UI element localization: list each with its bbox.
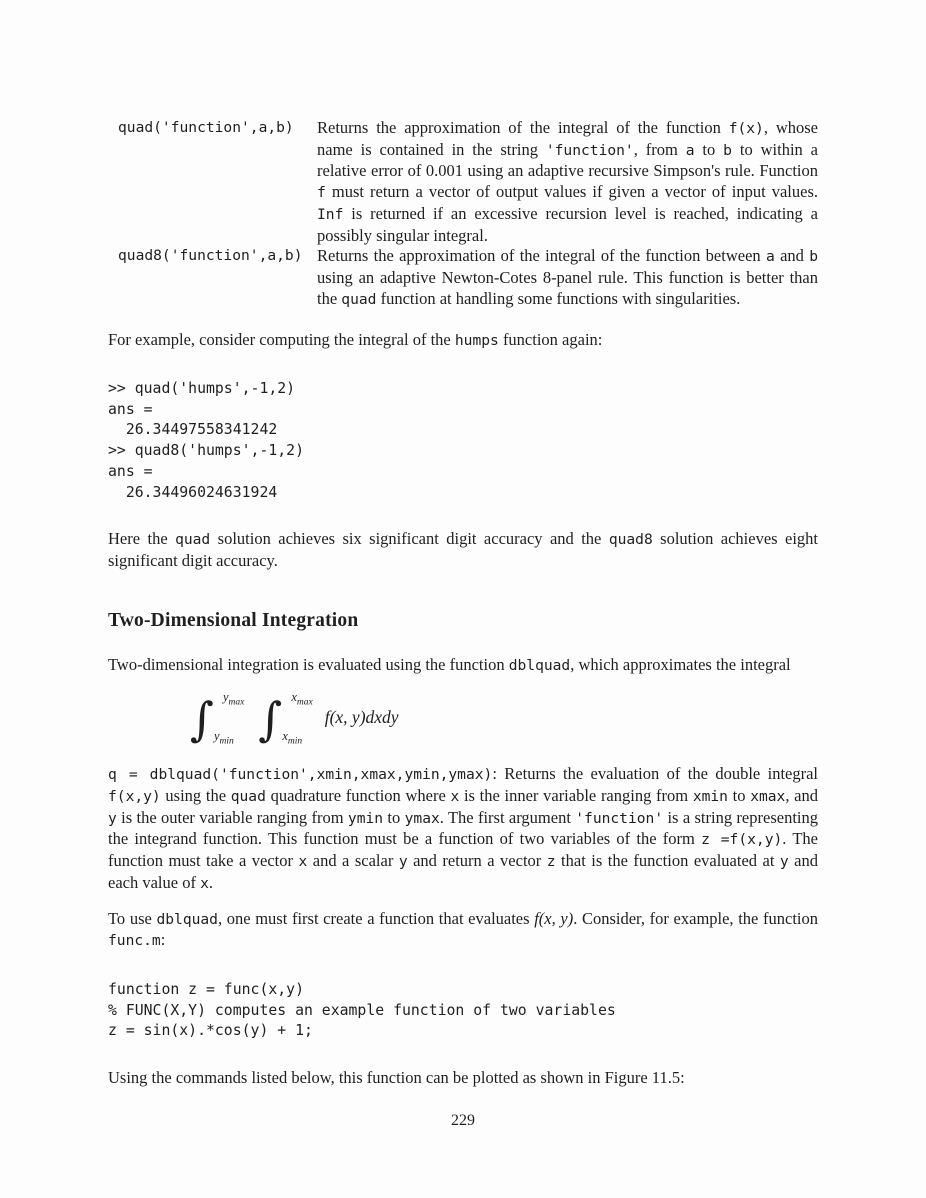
double-integral-formula: [190, 690, 818, 748]
integrand: f(x, y)dxdy: [324, 707, 399, 727]
function-listing-block: function z = func(x,y) % FUNC(X,Y) computes an example function of two variables z = sin(x).*cos(y) + 1;: [108, 980, 616, 1040]
table-row: [108, 246, 818, 310]
code-term-quad8: quad8('function',a,b): [118, 247, 303, 265]
body-paragraph-2d-integration: Two-dimensional integration is evaluated using the function dblquad, which approximates the integral: [108, 654, 791, 674]
inner-integral: [258, 691, 312, 747]
matlab-output-block: >> quad('humps',-1,2) ans = 26.34497558341242 >> quad8('humps',-1,2) ans = 26.34496024631924: [108, 380, 304, 501]
body-paragraph-using: Using the commands listed below, this function can be plotted as shown in Figure 11.5:: [108, 1068, 685, 1088]
outer-upper-limit: $y_{max}$: [222, 690, 245, 708]
term-description-quad: Returns the approximation of the integral of the function f(x), whose name is contained in the string 'function', from a to b to within a relative error of 0.001 using an adaptive recursive Simpson's rule. Function f must return a vector of output values if given a vector of input values. Inf is returned if an excessive recursion level is reached, indicating a possibly singular integral.: [317, 118, 818, 245]
definition-table: [108, 118, 818, 310]
integral-sign: ∫: [258, 692, 283, 747]
body-paragraph-accuracy: Here the quad solution achieves six significant digit accuracy and the quad8 solution achieves eight significant digit accuracy.: [108, 529, 818, 570]
body-paragraph-dblquad: q = dblquad('function',xmin,xmax,ymin,ymax): Returns the evaluation of the double integral f(x,y) using the quad quadrature function where x is the inner variable ranging from xmin to xmax, and y is the outer variable ranging from ymin to ymax. The first argument 'function' is a string representing the integrand function. This function must be a function of two variables of the form z =f(x,y). The function must take a vector x and a scalar y and return a vector z that is the function evaluated at y and each value of x.: [108, 764, 819, 892]
term-description-quad8: Returns the approximation of the integral of the function between a and b using an adaptive Newton-Cotes 8-panel rule. This function is better than the quad function at handling some functions with singularities.: [317, 246, 819, 308]
section-heading: Two-Dimensional Integration: [108, 609, 359, 631]
body-paragraph-example: For example, consider computing the integral of the humps function again:: [108, 330, 603, 350]
inner-upper-limit: $x_{max}$: [291, 690, 313, 708]
outer-lower-limit: $y_{min}$: [213, 728, 234, 747]
page-number: 229: [451, 1111, 475, 1129]
table-row: [108, 118, 818, 246]
body-paragraph-touse: To use dblquad, one must first create a function that evaluates f(x, y). Consider, for example, the function func.m:: [108, 908, 818, 950]
code-term-quad: quad('function',a,b): [118, 119, 294, 136]
inner-lower-limit: $x_{min}$: [282, 728, 303, 747]
outer-integral: [190, 691, 244, 747]
integral-sign: ∫: [190, 692, 214, 747]
